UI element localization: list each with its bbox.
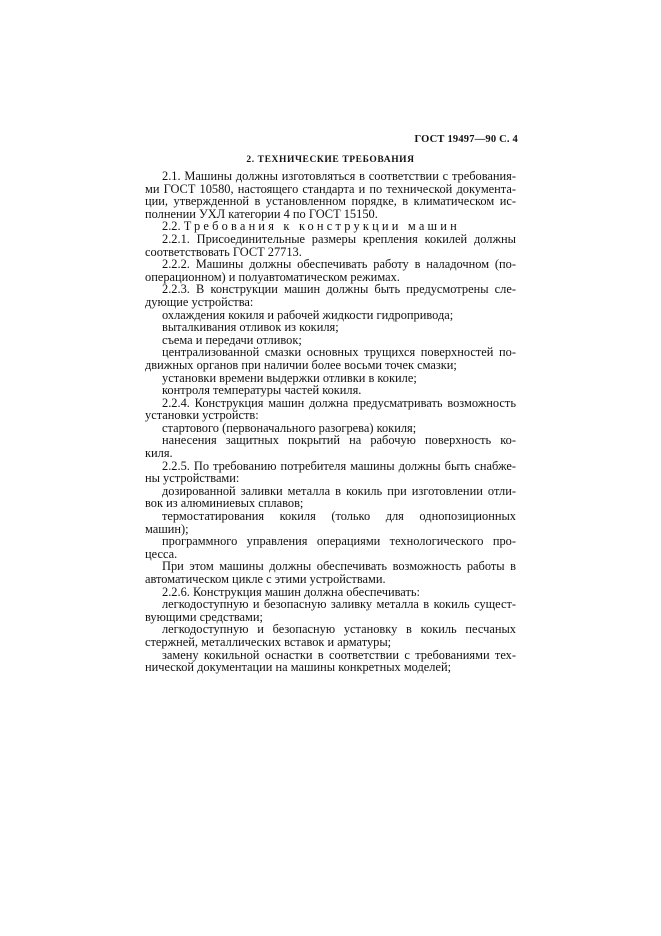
- list-item: съема и передачи отливок;: [162, 332, 302, 347]
- list-item: нанесения защитных покрытий на рабочую поверхность ко-: [162, 433, 516, 448]
- text-line: цесса.: [145, 546, 178, 561]
- text-line: соответствовать ГОСТ 27713.: [145, 244, 302, 259]
- text-line: ми ГОСТ 10580, настоящего стандарта и по технической документа-: [145, 181, 516, 196]
- text-line: стержней, металлических вставок и арматуры;: [145, 634, 392, 649]
- list-item: легкодоступную и безопасную установку в кокиль песчаных: [162, 622, 516, 637]
- document-body: [145, 170, 516, 674]
- paragraph-2-2-6: [145, 586, 516, 674]
- subsection-heading: Требования к конструкции машин: [183, 219, 460, 234]
- list-item: контроля температуры частей кокиля.: [162, 383, 362, 398]
- text-line: ны устройствами:: [145, 471, 240, 486]
- text-line: полнении УХЛ категории 4 по ГОСТ 15150.: [145, 206, 378, 221]
- text-line: 2.2.3. В конструкции машин должны быть предусмотрены сле-: [162, 282, 516, 297]
- text-line: автоматическом цикле с этими устройствами.: [145, 572, 386, 586]
- paragraph-2-2-5: [145, 460, 516, 586]
- list-item: охлаждения кокиля и рабочей жидкости гидропривода;: [162, 307, 454, 322]
- paragraph-2-2-3: [145, 283, 516, 396]
- paragraph-2-2-1: [145, 233, 516, 258]
- text-line: киля.: [145, 446, 173, 461]
- text-line: 2.2.4. Конструкция машин должна предусматривать возможность: [162, 395, 516, 410]
- text-line: дующие устройства:: [145, 294, 254, 309]
- text-line: При этом машины должны обеспечивать возможность работы в: [162, 559, 516, 574]
- text-line: ции, утвержденной в установленном порядке, в климатическом ис-: [145, 194, 516, 209]
- text-line: операционном) и полуавтоматическом режимах.: [145, 269, 400, 284]
- text-line: вующими средствами;: [145, 609, 263, 624]
- text-line: машин);: [145, 521, 189, 536]
- list-item: централизованной смазки основных трущихся поверхностей по-: [162, 345, 516, 360]
- page-header-standard-ref: ГОСТ 19497—90 С. 4: [414, 134, 518, 145]
- text-line: 2.1. Машины должны изготовляться в соответствии с требования-: [162, 169, 516, 183]
- text-line: движных органов при наличии более восьми точек смазки;: [145, 357, 457, 372]
- clause-number: 2.2.: [162, 219, 184, 234]
- list-item: стартового (первоначального разогрева) кокиля;: [162, 420, 417, 435]
- list-item: дозированной заливки металла в кокиль при изготовлении отли-: [162, 483, 516, 498]
- paragraph-2-2-4: [145, 397, 516, 460]
- section-title: 2. ТЕХНИЧЕСКИЕ ТРЕБОВАНИЯ: [246, 155, 415, 165]
- text-line: нической документации на машины конкретных моделей;: [145, 660, 452, 675]
- text-line: 2.2.2. Машины должны обеспечивать работу в наладочном (по-: [162, 257, 516, 272]
- text-line: 2.2.1. Присоединительные размеры крепления кокилей должны: [162, 231, 516, 246]
- text-line: вок из алюминиевых сплавов;: [145, 496, 304, 511]
- text-line: 2.2.5. По требованию потребителя машины должны быть снабже-: [162, 458, 516, 473]
- list-item: замену кокильной оснастки в соответствии с требованиями тех-: [162, 647, 516, 662]
- list-item: установки времени выдержки отливки в кокиле;: [162, 370, 417, 385]
- list-item: легкодоступную и безопасную заливку металла в кокиль сущест-: [162, 597, 516, 612]
- paragraph-2-2-2: [145, 258, 516, 283]
- text-line: 2.2.6. Конструкция машин должна обеспечивать:: [162, 584, 420, 599]
- list-item: программного управления операциями технологического про-: [162, 534, 516, 549]
- list-item: выталкивания отливок из кокиля;: [162, 320, 339, 335]
- paragraph-2-1: [145, 170, 516, 220]
- list-item: термостатирования кокиля (только для однопозиционных: [162, 509, 516, 524]
- text-line: установки устройств:: [145, 408, 259, 423]
